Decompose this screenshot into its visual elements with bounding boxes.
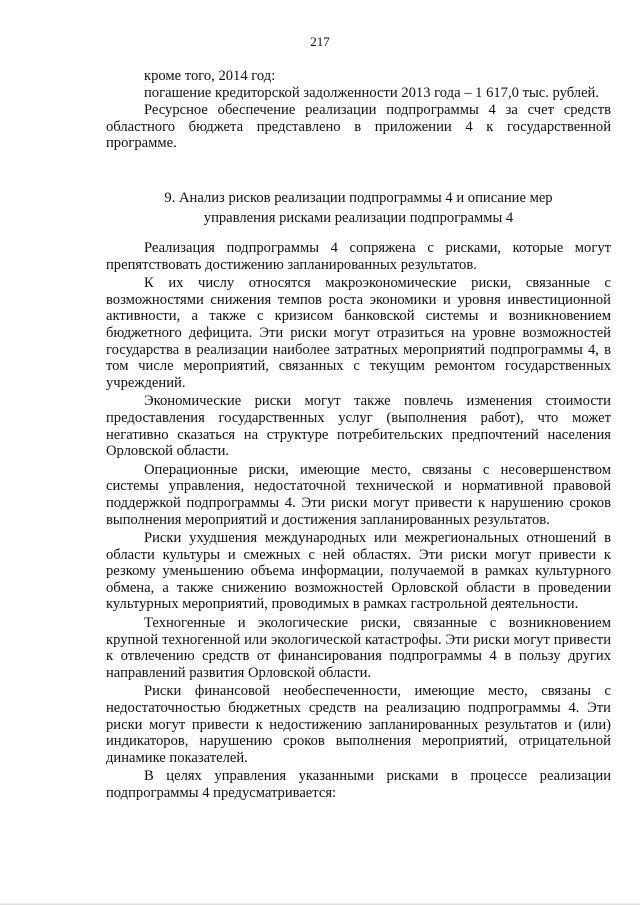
- paragraph-technogenic-risks: Техногенные и экологические риски, связанные с возникновением крупной техногенной или экологической катастрофы. Эти риски могут привести к отвлечению средств от финансирования подпрограммы 4 в пользу других направлений развития Орловской области.: [106, 615, 611, 681]
- paragraph-economic-risks: Экономические риски могут также повлечь изменения стоимости предоставления государственных услуг (выполнения работ), что может негативно сказаться на структуре потребительских предпочтений населения Орловской области.: [106, 393, 611, 460]
- page-number: 217: [310, 34, 330, 49]
- section-heading: [106, 188, 611, 228]
- paragraph-operational-risks: Операционные риски, имеющие место, связаны с несовершенством системы управления, недостаточной технической и нормативной правовой поддержкой подпрограммы 4. Эти риски могут привести к нарушению сроков выполнения мероприятий и достижения запланированных результатов.: [106, 461, 611, 528]
- main-text-block: [106, 240, 611, 802]
- paragraph-risk-management: В целях управления указанными рисками в процессе реализации подпрограммы 4 предусматривается:: [106, 768, 611, 801]
- paragraph-risks-intro: Реализация подпрограммы 4 сопряжена с рисками, которые могут препятствовать достижению запланированных результатов.: [106, 240, 611, 273]
- section-heading-line-2: управления рисками реализации подпрограммы 4: [203, 210, 514, 226]
- paragraph-macroeconomic-risks: К их числу относятся макроэкономические риски, связанные с возможностями снижения темпов роста экономики и уровня инвестиционной активности, а также с кризисом банковской системы и возникновением бюджетного дефицита. Эти риски могут отразиться на уровне возможностей государства в реализации наиболее затратных мероприятий подпрограммы 4, в том числе мероприятий, связанных с текущим ремонтом государственных учреждений.: [106, 275, 611, 391]
- top-text-block: [106, 68, 611, 152]
- paragraph-continuation: кроме того, 2014 год:: [144, 68, 276, 84]
- paragraph-resource-support: Ресурсное обеспечение реализации подпрограммы 4 за счет средств областного бюджета представлено в приложении 4 к государственной программе.: [106, 102, 611, 152]
- section-heading-line-1: 9. Анализ рисков реализации подпрограммы 4 и описание мер: [164, 190, 553, 206]
- paragraph-international-risks: Риски ухудшения международных или межрегиональных отношений в области культуры и смежных с ней областях. Эти риски могут привести к резкому уменьшению объема информации, получаемой в рамках культурного обмена, а также снижению возможностей Орловской области в проведении культурных мероприятий, проводимых в рамках гастрольной деятельности.: [106, 530, 611, 613]
- paragraph-financial-risks: Риски финансовой необеспеченности, имеющие место, связаны с недостаточностью бюджетных средств на реализацию подпрограммы 4. Эти риски могут привести к недостижению запланированных результатов и (или) индикаторов, нарушению сроков выполнения мероприятий, отрицательной динамике показателей.: [106, 683, 611, 766]
- paragraph-debt-repayment: погашение кредиторской задолженности 2013 года – 1 617,0 тыс. рублей.: [144, 84, 600, 101]
